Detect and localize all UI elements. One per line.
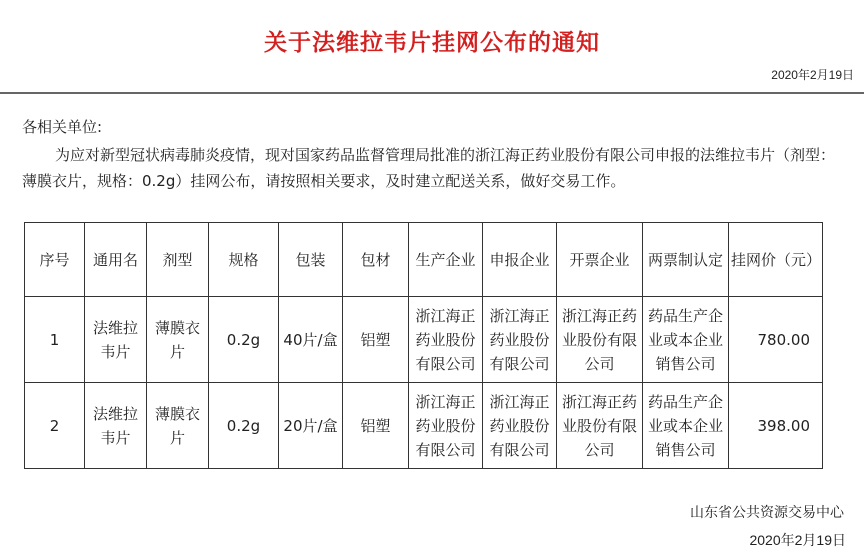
- table-cell: 浙江海正药业股份有限公司: [483, 383, 557, 469]
- notice-body: 为应对新型冠状病毒肺炎疫情，现对国家药品监督管理局批准的浙江海正药业股份有限公司申报的法维拉韦片（剂型：薄膜衣片，规格：0.2g）挂网公布，请按照相关要求，及时建立配送关系，做好交易工作。: [22, 146, 836, 190]
- price-cell: 780.00: [729, 297, 823, 383]
- header-cell-two-invoice: 两票制认定: [643, 223, 729, 297]
- header-cell-invoicer: 开票企业: [557, 223, 643, 297]
- table-cell: 药品生产企业或本企业销售公司: [643, 383, 729, 469]
- table-cell: 浙江海正药业股份有限公司: [409, 297, 483, 383]
- footer-date: 2020年2月19日: [749, 532, 846, 548]
- salutation: 各相关单位:: [22, 118, 103, 136]
- header-cell-index: 序号: [25, 223, 85, 297]
- price-cell: 398.00: [729, 383, 823, 469]
- table-cell: 0.2g: [209, 383, 279, 469]
- header-cell-applicant: 申报企业: [483, 223, 557, 297]
- header-cell-dosage-form: 剂型: [147, 223, 209, 297]
- table-cell: 药品生产企业或本企业销售公司: [643, 297, 729, 383]
- table-cell: 法维拉韦片: [85, 383, 147, 469]
- header-cell-spec: 规格: [209, 223, 279, 297]
- table-cell: 2: [25, 383, 85, 469]
- table-cell: 40片/盒: [279, 297, 343, 383]
- table-cell: 浙江海正药业股份有限公司: [409, 383, 483, 469]
- table-cell: 0.2g: [209, 297, 279, 383]
- table-cell: 铝塑: [343, 297, 409, 383]
- publish-date: 2020年2月19日: [771, 68, 854, 82]
- header-cell-package: 包装: [279, 223, 343, 297]
- header-cell-material: 包材: [343, 223, 409, 297]
- page-title: 关于法维拉韦片挂网公布的通知: [264, 29, 600, 56]
- header-cell-manufacturer: 生产企业: [409, 223, 483, 297]
- issuing-organization: 山东省公共资源交易中心: [690, 505, 844, 521]
- table-cell: 法维拉韦片: [85, 297, 147, 383]
- table-cell: 20片/盒: [279, 383, 343, 469]
- table-cell: 薄膜衣片: [147, 297, 209, 383]
- table-header-row: [25, 223, 823, 297]
- price-table: [24, 222, 823, 469]
- table-cell: 浙江海正药业股份有限公司: [557, 297, 643, 383]
- table-row: [25, 383, 823, 469]
- table-row: [25, 297, 823, 383]
- header-cell-generic-name: 通用名: [85, 223, 147, 297]
- header-cell-price: 挂网价（元）: [729, 223, 823, 297]
- table-cell: 1: [25, 297, 85, 383]
- table-cell: 铝塑: [343, 383, 409, 469]
- table-cell: 浙江海正药业股份有限公司: [483, 297, 557, 383]
- header-divider: [0, 92, 864, 94]
- table-cell: 薄膜衣片: [147, 383, 209, 469]
- table-cell: 浙江海正药业股份有限公司: [557, 383, 643, 469]
